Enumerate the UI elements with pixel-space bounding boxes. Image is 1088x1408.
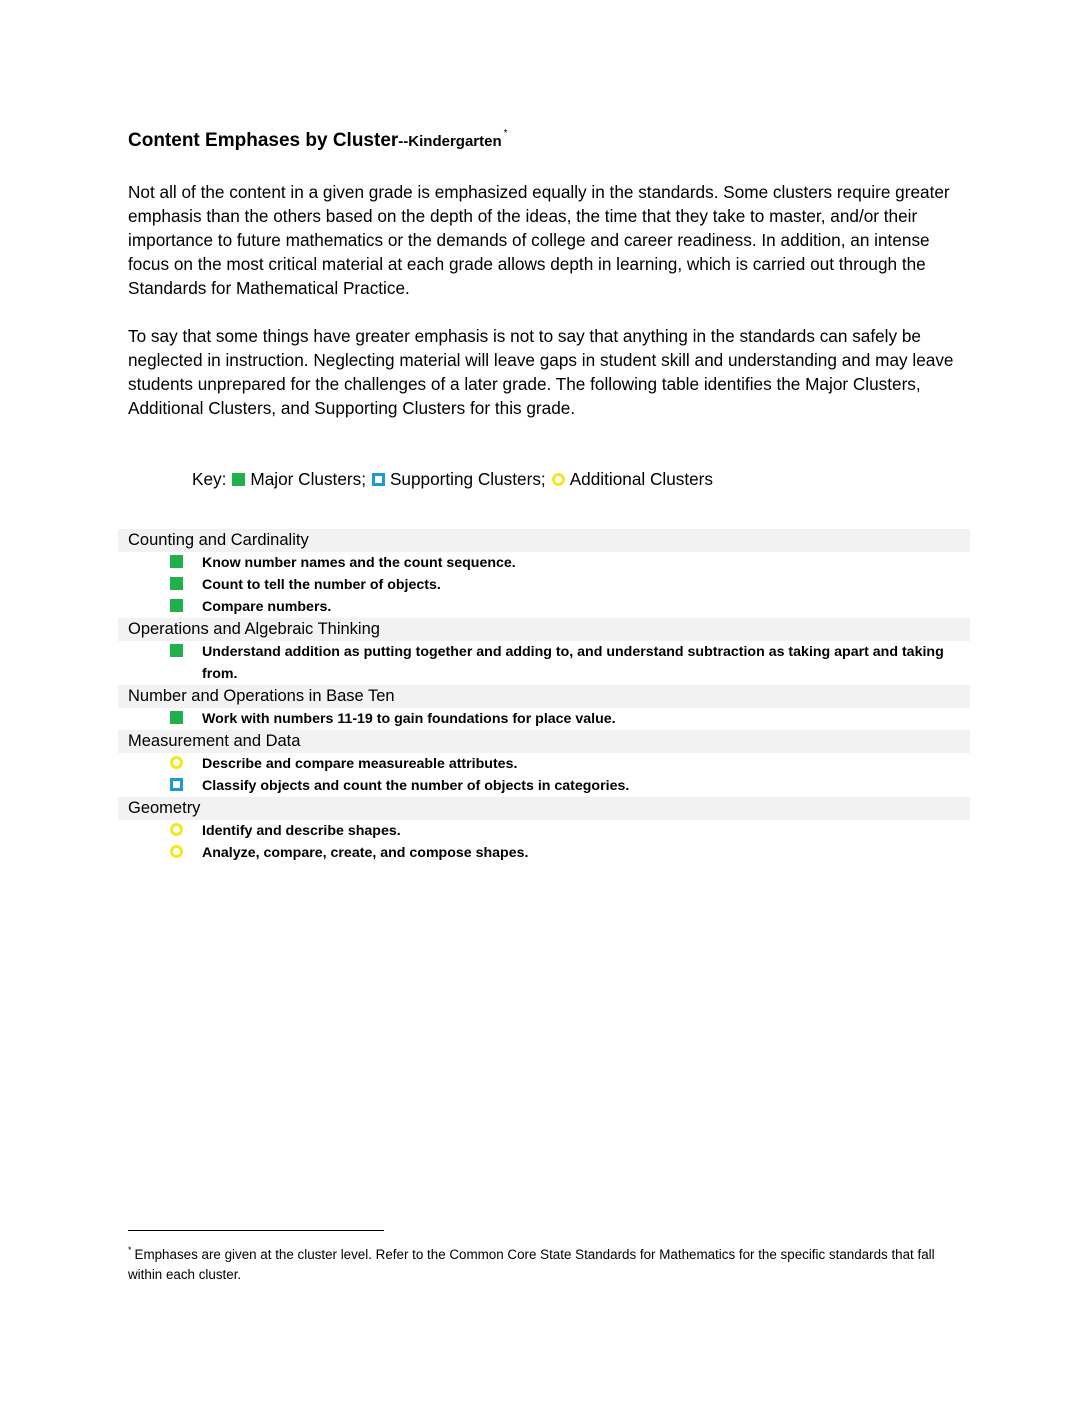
emphasis-paragraph: To say that some things have greater emphasis is not to say that anything in the standards can safely be neglected in instruction. Neglecting material will leave gaps in student skill and understanding and may leave students unprepared for the challenges of a later grade. The following table identifies the Major Clusters, Additional Clusters, and Supporting Clusters for this grade. bbox=[128, 326, 954, 418]
footnote-reference[interactable]: * bbox=[503, 128, 508, 139]
cluster-item bbox=[118, 775, 970, 797]
cluster-item bbox=[118, 574, 970, 596]
footnote-text: Emphases are given at the cluster level. Refer to the Common Core State Standards for Mathematics for the specific standards that fall within each cluster. bbox=[128, 1247, 935, 1282]
major-cluster-icon bbox=[170, 599, 183, 612]
cluster-text: Work with numbers 11-19 to gain foundations for place value. bbox=[202, 711, 616, 727]
cluster-item bbox=[118, 552, 970, 574]
footnote bbox=[128, 1240, 968, 1285]
key-supporting-label: Supporting Clusters; bbox=[389, 469, 546, 489]
legend-key bbox=[192, 467, 713, 491]
page-title bbox=[128, 128, 508, 152]
cluster-item bbox=[118, 641, 970, 685]
footnote-divider bbox=[128, 1230, 384, 1231]
cluster-text: Describe and compare measureable attributes. bbox=[202, 756, 518, 772]
additional-cluster-icon bbox=[170, 823, 183, 836]
key-major-label: Major Clusters; bbox=[250, 469, 366, 489]
cluster-text: Know number names and the count sequence. bbox=[202, 555, 516, 571]
cluster-text: Compare numbers. bbox=[202, 599, 332, 615]
major-cluster-icon bbox=[170, 711, 183, 724]
cluster-text: Understand addition as putting together and adding to, and understand subtraction as taking apart and taking from. bbox=[202, 644, 944, 682]
domain-header: Counting and Cardinality bbox=[118, 529, 970, 552]
title-dash: -- bbox=[398, 133, 409, 150]
cluster-item bbox=[118, 596, 970, 618]
cluster-text: Count to tell the number of objects. bbox=[202, 577, 441, 593]
cluster-text: Analyze, compare, create, and compose shapes. bbox=[202, 845, 529, 861]
intro-paragraph: Not all of the content in a given grade is emphasized equally in the standards. Some clusters require greater emphasis than the others based on the depth of the ideas, the time that they take to master, and/or their importance to future mathematics or the demands of college and career readiness. In addition, an intense focus on the most critical material at each grade allows depth in learning, which is carried out through the Standards for Mathematical Practice. bbox=[128, 182, 950, 298]
key-additional-label: Additional Clusters bbox=[569, 469, 714, 489]
additional-cluster-icon bbox=[170, 756, 183, 769]
title-main: Content Emphases by Cluster bbox=[128, 130, 399, 151]
cluster-item bbox=[118, 820, 970, 842]
domain-header: Measurement and Data bbox=[118, 730, 970, 753]
major-cluster-icon bbox=[170, 577, 183, 590]
additional-cluster-icon bbox=[552, 473, 565, 486]
cluster-item bbox=[118, 708, 970, 730]
domain-header: Number and Operations in Base Ten bbox=[118, 685, 970, 708]
supporting-cluster-icon bbox=[372, 473, 385, 486]
major-cluster-icon bbox=[170, 644, 183, 657]
cluster-text: Identify and describe shapes. bbox=[202, 823, 401, 839]
major-cluster-icon bbox=[170, 555, 183, 568]
cluster-text: Classify objects and count the number of objects in categories. bbox=[202, 778, 630, 794]
supporting-cluster-icon bbox=[170, 778, 183, 791]
domain-header: Geometry bbox=[118, 797, 970, 820]
cluster-item bbox=[118, 842, 970, 864]
cluster-table bbox=[118, 529, 970, 864]
major-cluster-icon bbox=[232, 473, 245, 486]
key-label: Key: bbox=[192, 469, 227, 489]
title-grade: Kindergarten bbox=[408, 133, 502, 150]
footnote-marker: * bbox=[128, 1245, 132, 1255]
domain-header: Operations and Algebraic Thinking bbox=[118, 618, 970, 641]
cluster-item bbox=[118, 753, 970, 775]
additional-cluster-icon bbox=[170, 845, 183, 858]
